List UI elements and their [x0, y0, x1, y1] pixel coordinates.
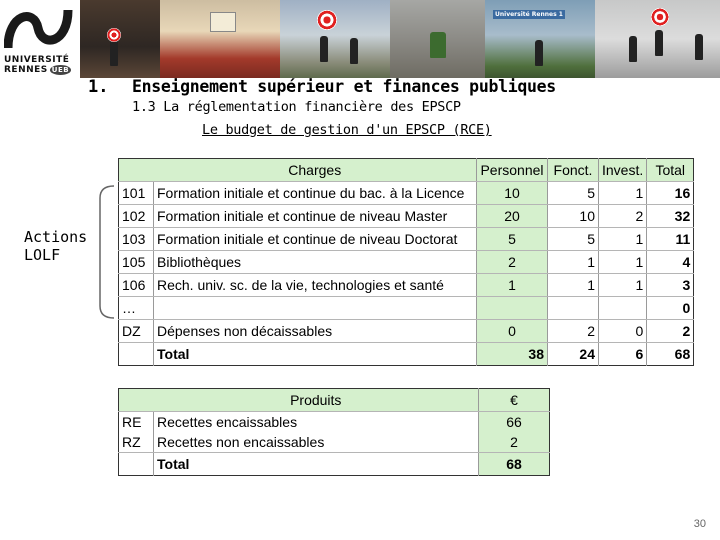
banner-photo-5 [485, 0, 595, 78]
header-invest: Invest. [599, 159, 647, 182]
row-personnel: 10 [477, 182, 548, 205]
university-logo [0, 0, 80, 84]
produits-header-row [119, 389, 550, 412]
row-code: RE [119, 412, 154, 433]
row-fonct [548, 297, 599, 320]
row-label [154, 297, 477, 320]
person-figure [629, 36, 637, 62]
row-fonct: 10 [548, 205, 599, 228]
header-fonct: Fonct. [548, 159, 599, 182]
total-row [119, 453, 550, 476]
row-value: 2 [479, 432, 550, 453]
total-total: 68 [674, 346, 691, 362]
row-personnel: 5 [477, 228, 548, 251]
header-produits: Produits [154, 389, 479, 412]
table-row [119, 205, 694, 228]
table-row [119, 182, 694, 205]
total-code-cell [119, 453, 154, 476]
row-code: 103 [119, 228, 154, 251]
row-personnel [477, 297, 548, 320]
actions-lolf-label [24, 228, 87, 264]
page-number: 30 [693, 518, 706, 530]
row-code: 106 [119, 274, 154, 297]
header-total: Total [647, 159, 694, 182]
row-code: 102 [119, 205, 154, 228]
row-invest: 1 [599, 228, 647, 251]
ueb-badge: UEB [51, 66, 70, 74]
target-icon [317, 10, 337, 30]
row-total: 16 [647, 182, 694, 205]
row-invest: 0 [599, 320, 647, 343]
logo-mark-icon [4, 4, 74, 54]
row-total: 32 [647, 205, 694, 228]
row-value: 66 [479, 412, 550, 433]
row-label: Recettes non encaissables [154, 432, 479, 453]
row-fonct: 5 [548, 228, 599, 251]
row-label: Formation initiale et continue du bac. à la Licence [154, 182, 477, 205]
row-fonct: 2 [548, 320, 599, 343]
row-code: RZ [119, 432, 154, 453]
row-total: 3 [647, 274, 694, 297]
total-invest: 6 [599, 343, 647, 366]
actions-label-line-1: Actions [24, 228, 88, 246]
table-row [119, 412, 550, 433]
row-invest: 1 [599, 274, 647, 297]
row-code: … [119, 297, 154, 320]
banner-photo-3 [280, 0, 390, 78]
row-fonct: 1 [548, 274, 599, 297]
row-personnel: 0 [477, 320, 548, 343]
banner-photo-2-amphitheatre [160, 0, 280, 78]
left-brace-icon [96, 184, 118, 320]
row-fonct: 1 [548, 251, 599, 274]
header-personnel: Personnel [477, 159, 548, 182]
row-code: DZ [119, 320, 154, 343]
banner-photo-4 [390, 0, 485, 78]
row-label: Bibliothèques [154, 251, 477, 274]
header-charges: Charges [154, 159, 477, 182]
table-row [119, 297, 694, 320]
projection-screen [210, 12, 236, 32]
person-figure [695, 34, 703, 60]
header-code-cell [119, 159, 154, 182]
person-figure [535, 40, 543, 66]
actions-label-line-2: LOLF [24, 246, 61, 264]
table-row [119, 320, 694, 343]
section-heading: Le budget de gestion d'un EPSCP (RCE) [202, 122, 492, 138]
row-label: Recettes encaissables [154, 412, 479, 433]
banner-photo-6 [595, 0, 720, 78]
person-figure [655, 30, 663, 56]
row-label: Formation initiale et continue de niveau Doctorat [154, 228, 477, 251]
banner-sign: Université Rennes 1 [495, 11, 563, 18]
row-total: 0 [647, 297, 694, 320]
row-invest: 2 [599, 205, 647, 228]
total-fonct: 24 [548, 343, 599, 366]
photo-banner [80, 0, 720, 78]
person-figure [320, 36, 328, 62]
row-label: Rech. univ. sc. de la vie, technologies et santé [154, 274, 477, 297]
row-code: 101 [119, 182, 154, 205]
pixel-figure [430, 32, 446, 58]
total-row [119, 343, 694, 366]
header-code-cell [119, 389, 154, 412]
row-invest [599, 297, 647, 320]
produits-table [118, 388, 550, 476]
charges-header-row [119, 159, 694, 182]
table-row [119, 274, 694, 297]
banner-photo-1 [80, 0, 160, 78]
charges-table [118, 158, 694, 366]
person-figure [350, 38, 358, 64]
table-row [119, 432, 550, 453]
logo-text [4, 55, 71, 75]
row-invest: 1 [599, 182, 647, 205]
row-code: 105 [119, 251, 154, 274]
total-label: Total [154, 343, 477, 366]
row-personnel: 2 [477, 251, 548, 274]
total-personnel: 38 [477, 343, 548, 366]
total-label: Total [154, 453, 479, 476]
total-value: 68 [479, 453, 550, 476]
table-row [119, 228, 694, 251]
row-total: 2 [647, 320, 694, 343]
person-figure [110, 40, 118, 66]
row-total: 4 [647, 251, 694, 274]
page-title: Enseignement supérieur et finances publiques [132, 77, 556, 96]
row-invest: 1 [599, 251, 647, 274]
total-code-cell [119, 343, 154, 366]
logo-line-2: RENNES [4, 65, 48, 75]
row-personnel: 20 [477, 205, 548, 228]
row-fonct: 5 [548, 182, 599, 205]
target-icon [107, 28, 121, 42]
row-personnel: 1 [477, 274, 548, 297]
title-number: 1. [88, 77, 109, 97]
row-label: Dépenses non décaissables [154, 320, 477, 343]
table-row [119, 251, 694, 274]
target-icon [651, 8, 669, 26]
row-label: Formation initiale et continue de niveau Master [154, 205, 477, 228]
page-subtitle: 1.3 La réglementation financière des EPSCP [132, 99, 461, 115]
row-total: 11 [647, 228, 694, 251]
logo-line-1: UNIVERSITÉ [4, 55, 70, 65]
header-euro: € [479, 389, 550, 412]
